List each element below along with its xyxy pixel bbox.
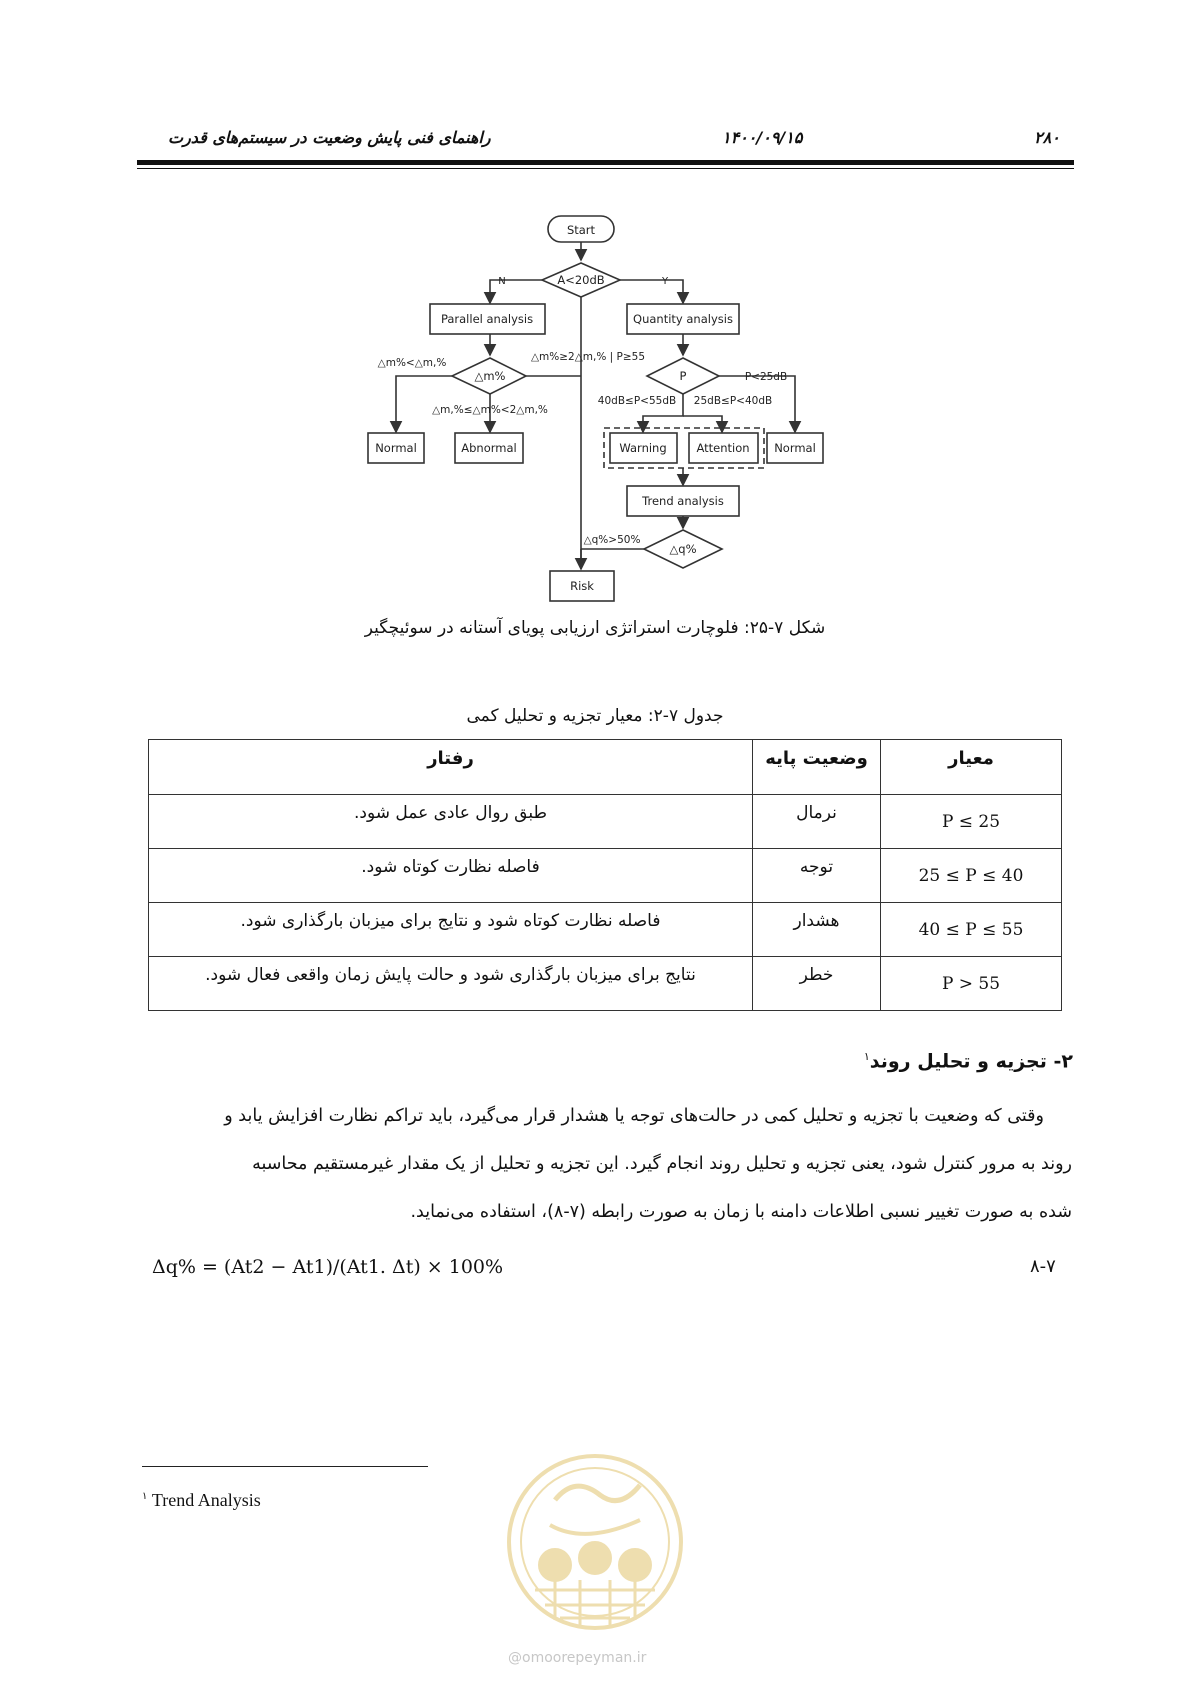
table-row <box>149 795 1062 849</box>
header-status: وضعیت پایه <box>753 740 881 795</box>
table-header-row <box>149 740 1062 795</box>
decision-m-label: △m% <box>474 369 506 383</box>
figure-caption: شکل ۷-۲۵: فلوچارت استراتژی ارزیابی پویای آستانه در سوئیچگیر <box>364 618 826 638</box>
section-heading-text: ۲- تجزیه و تحلیل روند <box>869 1050 1073 1073</box>
cond-m-ge: △m%≥2△m,% | P≥55 <box>530 351 646 363</box>
footnote <box>142 1490 261 1511</box>
status-cell: هشدار <box>753 903 881 957</box>
criteria-table <box>148 739 1062 1011</box>
paragraph-line: روند به مرور کنترل شود، یعنی تجزیه و تحلیل روند انجام گیرد. این تجزیه و تحلیل از یک مقدار غیرمستقیم محاسبه <box>252 1154 1072 1174</box>
normal-left-label: Normal <box>375 441 417 455</box>
trend-label: Trend analysis <box>642 494 724 508</box>
equation <box>152 1256 503 1278</box>
abnormal-label: Abnormal <box>461 441 517 455</box>
body-paragraph <box>142 1092 1072 1236</box>
header-date: ۱۴۰۰/۰۹/۱۵ <box>722 128 803 147</box>
attention-label: Attention <box>696 441 750 455</box>
header-criterion: معیار <box>881 740 1062 795</box>
page-number: ۲۸۰ <box>1034 128 1060 147</box>
parallel-label: Parallel analysis <box>440 312 534 326</box>
criterion-cell: P ≤ 25 <box>881 795 1062 849</box>
cond-q: △q%>50% <box>583 534 641 546</box>
section-heading <box>864 1050 1073 1072</box>
at-icon: @ <box>508 1650 522 1666</box>
behavior-cell: فاصله نظارت کوتاه شود و نتایج برای میزبان بارگذاری شود. <box>149 903 753 957</box>
status-cell: خطر <box>753 957 881 1011</box>
behavior-cell: نتایج برای میزبان بارگذاری شود و حالت پایش زمان واقعی فعال شود. <box>149 957 753 1011</box>
equation-number: ۸-۷ <box>1030 1256 1056 1277</box>
start-label: Start <box>566 223 596 237</box>
table-row <box>149 957 1062 1011</box>
warning-label: Warning <box>619 441 667 455</box>
quantity-label: Quantity analysis <box>633 312 733 326</box>
behavior-cell: طبق روال عادی عمل شود. <box>149 795 753 849</box>
watermark-logo <box>500 1450 690 1635</box>
watermark-url <box>508 1650 646 1666</box>
table-row <box>149 849 1062 903</box>
footnote-text: Trend Analysis <box>151 1490 261 1510</box>
criterion-cell: 25 ≤ P ≤ 40 <box>881 849 1062 903</box>
book-title: راهنمای فنی پایش وضعیت در سیستم‌های قدرت <box>168 128 491 147</box>
normal-right-label: Normal <box>774 441 816 455</box>
status-cell: توجه <box>753 849 881 903</box>
status-cell: نرمال <box>753 795 881 849</box>
decision-p-label: P <box>679 369 687 383</box>
footnote-mark: ۱ <box>142 1491 148 1502</box>
footnote-reference: ۱ <box>863 1050 870 1063</box>
cond-m-less: △m%<△m,% <box>377 357 447 369</box>
header-behavior: رفتار <box>149 740 753 795</box>
table-caption: جدول ۷-۲: معیار تجزیه و تحلیل کمی <box>466 706 724 726</box>
criterion-cell: P > 55 <box>881 957 1062 1011</box>
table-row <box>149 903 1062 957</box>
equation-formula: Δq% = (At2 − At1)/(At1. Δt) × 100% <box>152 1256 504 1278</box>
flowchart <box>0 0 1191 620</box>
behavior-cell: فاصله نظارت کوتاه شود. <box>149 849 753 903</box>
paragraph-line: وقتی که وضعیت با تجزیه و تحلیل کمی در حالت‌های توجه یا هشدار قرار می‌گیرد، باید تراکم نظارت افزایش یابد و <box>224 1106 1044 1126</box>
decision-q-label: △q% <box>669 542 697 556</box>
cond-p-lt25: P<25dB <box>744 371 788 383</box>
cond-m-between: △m,%≤△m%<2△m,% <box>432 404 548 416</box>
y-label: Y <box>661 276 669 287</box>
footnote-rule <box>142 1466 428 1467</box>
paragraph-line: شده به صورت تغییر نسبی اطلاعات دامنه با زمان به صورت رابطه (۷-۸)، استفاده می‌نماید. <box>410 1202 1072 1222</box>
decision-a-label: A<20dB <box>557 273 605 287</box>
criterion-cell: 40 ≤ P ≤ 55 <box>881 903 1062 957</box>
watermark-text: omoorepeyman.ir <box>522 1650 647 1666</box>
cond-p-40-55: 40dB≤P<55dB <box>597 395 677 407</box>
cond-p-25-40: 25dB≤P<40dB <box>693 395 773 407</box>
n-label: N <box>498 276 506 287</box>
risk-label: Risk <box>570 579 594 593</box>
